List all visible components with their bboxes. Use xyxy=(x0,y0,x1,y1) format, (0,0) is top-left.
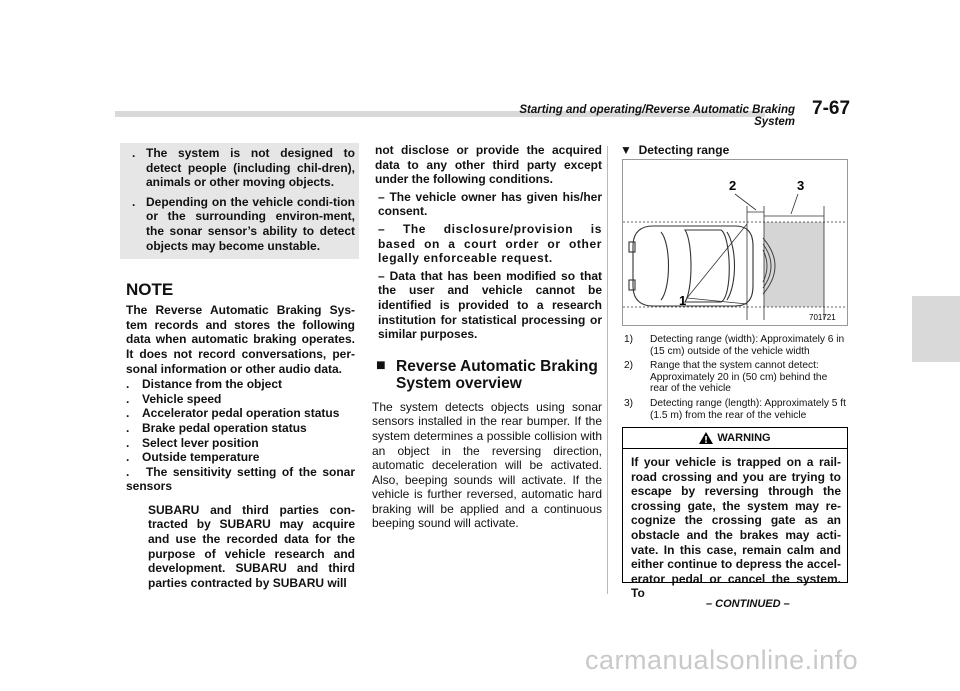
warning-header: WARNING xyxy=(623,428,847,449)
note-list-item: . Distance from the object xyxy=(126,377,283,392)
dash-item: – The vehicle owner has given his/her consent. xyxy=(378,189,602,219)
legend-item: 3) Detecting range (length): Approximately 5 ft (1.5 m) from the rear of the vehicle xyxy=(624,397,846,421)
dash-item: – Data that has been modified so that the user and vehicle cannot be identified is provided to a research institution for statistical processing or similar purposes. xyxy=(378,268,602,342)
page-header-title: Starting and operating/Reverse Automatic Braking System xyxy=(519,104,795,128)
column-divider xyxy=(607,146,608,594)
figure-code: 701721 xyxy=(809,313,836,322)
column-1 xyxy=(126,143,355,590)
figure-legend xyxy=(624,334,846,424)
note-heading: NOTE xyxy=(126,280,174,300)
dash-item: – The disclosure/provision is based on a court order or other legally enforceable request. xyxy=(378,221,602,266)
note-paragraph: SUBARU and third parties con-tracted by SUBARU may acquire and use the recorded data for the purpose of vehicle research and development. SUBARU and third parties contracted by SUBARU will xyxy=(148,502,355,590)
note-list xyxy=(126,377,355,494)
detecting-range-figure xyxy=(622,159,848,326)
note-text: The Reverse Automatic Braking Sys-tem records and stores the following data when automatic braking operates. It does not record conversations, per-sonal information or other audio data. xyxy=(126,303,355,376)
section-text: The system detects objects using sonar sensors installed in the rear bumper. If the system determines a possible collision with an object in the reversing direction, automatic deceleration will be activated. Also, beeping sounds will activate. If the vehicle is further reversed, automatic hard braking will be applied and a continuous beeping sound will activate. xyxy=(372,399,602,531)
section-marker-icon: ■ xyxy=(376,356,386,374)
note-list-item: . Vehicle speed xyxy=(126,391,222,406)
section-heading: ■ Reverse Automatic Braking System overview xyxy=(376,356,598,392)
warning-triangle-icon xyxy=(699,432,713,444)
note-list-item: . Select lever position xyxy=(126,435,259,450)
chapter-tab xyxy=(912,296,960,362)
legend-item: 1) Detecting range (width): Approximately 6 in (15 cm) outside of the vehicle width xyxy=(624,334,845,357)
detection-zone xyxy=(764,222,824,307)
detecting-range-heading: ▼ Detecting range xyxy=(620,143,730,157)
note-list-item: . Brake pedal operation status xyxy=(126,420,307,435)
column-2 xyxy=(372,143,602,531)
continued-marker: – CONTINUED – xyxy=(706,598,790,610)
warning-text: If your vehicle is trapped on a rail-road crossing and you are trying to escape by reversing through the crossing gate, the system may re-cognize the crossing gate as an obstacle and the brakes may acti-vate. In this case, remain calm and either continue to depress the accel-erator pedal or cancel the system. To xyxy=(631,455,841,601)
note-list-item: . The sensitivity setting of the sonar sensors xyxy=(126,464,355,494)
watermark: carmanualsonline.info xyxy=(585,645,859,675)
caution-continued-box xyxy=(120,143,359,259)
legend-item: 2) Range that the system cannot detect: Approximately 20 in (50 cm) behind the rear of the vehicle xyxy=(624,360,828,395)
figure-label-2: 2 xyxy=(729,178,737,193)
page-number: 7-67 xyxy=(812,98,851,119)
car-icon xyxy=(629,226,753,306)
note-list-item: . Outside temperature xyxy=(126,450,260,465)
figure-label-3: 3 xyxy=(797,178,805,193)
bullet-item: . The system is not designed to detect people (including chil-dren), animals or other moving objects. xyxy=(132,146,355,190)
figure-label-1: 1 xyxy=(679,293,687,308)
car-sensor-diagram xyxy=(623,160,847,325)
data-paragraph: not disclose or provide the acquired data to any other third party except under the following conditions. xyxy=(375,143,602,187)
bullet-item: . Depending on the vehicle condi-tion or the surrounding environ-ment, the sonar sensor’s ability to detect objects may become unstable. xyxy=(132,194,355,253)
note-list-item: . Accelerator pedal operation status xyxy=(126,406,340,421)
warning-box xyxy=(622,427,848,601)
triangle-bullet-icon: ▼ xyxy=(620,143,632,157)
